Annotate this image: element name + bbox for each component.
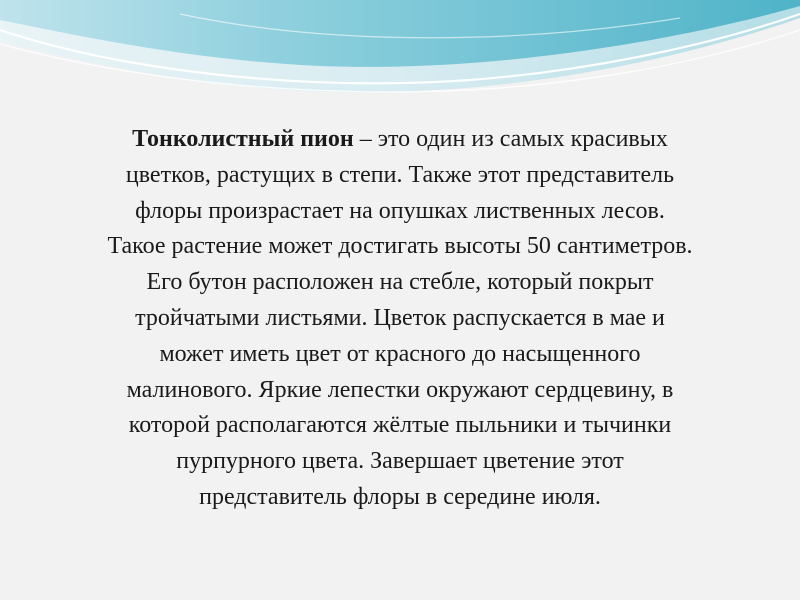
text-line-7: может иметь цвет от красного до насыщенного: [159, 340, 641, 367]
text-line-8: малинового. Яркие лепестки окружают сердцевину, в: [126, 376, 674, 403]
slide-body-text: [16, 122, 784, 516]
text-line-2: цветков, растущих в степи. Также этот представитель: [125, 161, 675, 188]
text-line-4: Такое растение может достигать высоты 50 сантиметров.: [107, 233, 693, 260]
highlighted-term: Тонколистный пион: [132, 126, 354, 152]
text-line-3: флоры произрастает на опушках лиственных лесов.: [135, 197, 665, 224]
text-line-11: представитель флоры в середине июля.: [199, 483, 601, 510]
text-line-1: – это один из самых красивых: [353, 126, 668, 152]
text-line-9: которой располагаются жёлтые пыльники и тычинки: [128, 412, 672, 439]
text-line-10: пурпурного цвета. Завершает цветение этот: [176, 448, 624, 475]
text-line-5: Его бутон расположен на стебле, который покрыт: [146, 269, 654, 296]
text-line-6: тройчатыми листьями. Цветок распускается в мае и: [135, 304, 665, 331]
wave-header-decoration: [0, 0, 800, 110]
